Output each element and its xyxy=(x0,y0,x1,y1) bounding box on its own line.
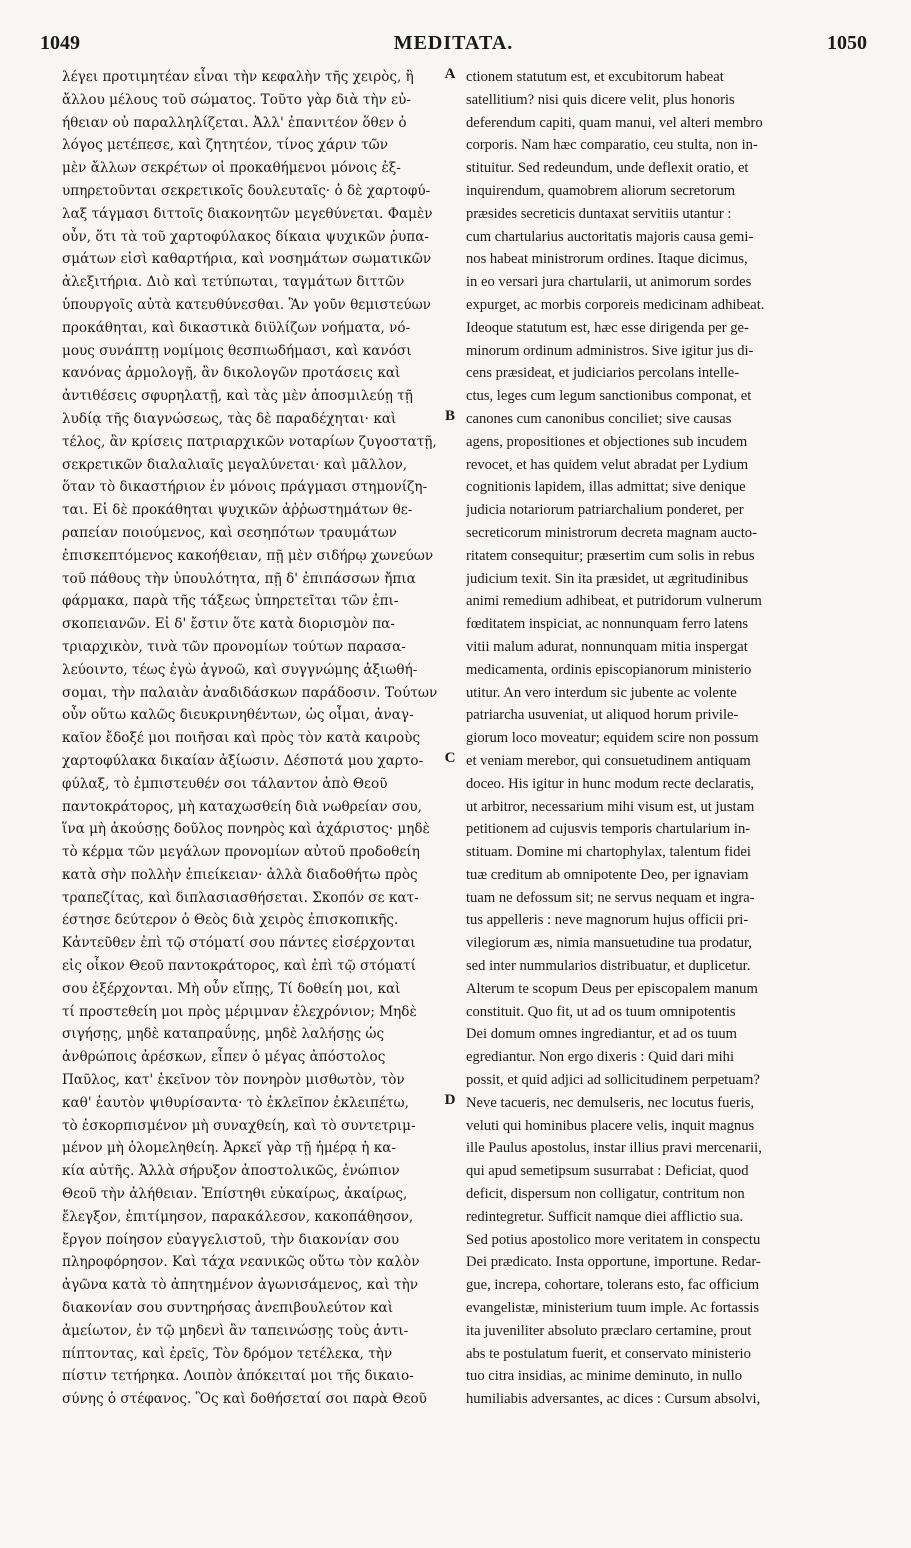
latin-text-line: ritatem consequitur; præsertim cum solis in rebus xyxy=(466,547,755,564)
latin-text-line: satellitium? nisi quis dicere velit, plus honoris xyxy=(466,91,735,108)
greek-text-line: ραπείαν ποιούμενος, καὶ σεσηπότων τραυμάτων xyxy=(62,524,397,541)
greek-text-line: καῖον ἔδοξέ μοι ποιῆσαι καὶ πρὸς τὸν κατὰ καιροὺς xyxy=(62,730,421,747)
greek-text-line: ἵνα μὴ ἀκούσῃς δοῦλος πονηρὸς καὶ ἀχάριστος· μηδὲ xyxy=(62,821,430,838)
latin-text-line: redintegretur. Sufficit namque diei afflictio sua. xyxy=(466,1208,744,1225)
greek-text-line: σιγήσῃς, μηδὲ καταπραΰνῃς, μηδὲ λαλήσῃς ὡς xyxy=(62,1026,385,1043)
greek-text-line: μὲν ἄλλων σεκρέτων οἱ προκαθήμενοι μόνοις ἐξ- xyxy=(62,160,401,177)
latin-text-line: utitur. An vero interdum sic jubente ac volente xyxy=(466,684,737,701)
greek-text-line: χαρτοφύλακα δικαίαν ἀξίωσιν. Δέσποτά μου χαρτο- xyxy=(62,752,424,769)
latin-text-line: Ideoque statutum est, hæc esse dirigenda per ge- xyxy=(466,319,749,336)
greek-text-line: τὸ ἐσκορπισμένον μὴ συναχθείη, καὶ τὸ συντετριμ- xyxy=(62,1117,416,1134)
latin-text-line: giorum loco moveatur; equidem scire non possum xyxy=(466,730,759,747)
greek-text-line: προκάθηται, καὶ δικαστικὰ διϋλίζων νοήματα, νό- xyxy=(62,319,411,336)
greek-text-line: ἄλλου μέλους τοῦ σώματος. Τοῦτο γὰρ διὰ τὴν εὐ- xyxy=(62,91,412,108)
latin-text-line: Dei domum omnes ingrediantur, et ad os tuum xyxy=(466,1026,737,1043)
greek-text-line: ὑπουργοῖς αὐτὰ κατευθύνεσθαι. Ἂν γοῦν θεμιστεύων xyxy=(62,296,431,313)
latin-text-line: ut arbitror, necessarium mihi visum est, ut justam xyxy=(466,798,755,815)
greek-text-line: διακονίαν σου συντηρήσας ἀνεπιβουλεύτον καὶ xyxy=(62,1300,394,1317)
section-marker-c: C xyxy=(444,750,456,766)
latin-text-line: Sed potius apostolico more veritatem in conspectu xyxy=(466,1231,761,1248)
running-title: MEDITATA. xyxy=(393,32,514,54)
latin-text-line: stituam. Domine mi chartophylax, talentum fidei xyxy=(466,844,751,861)
latin-text-line: agens, propositiones et objectiones sub incudem xyxy=(466,433,748,450)
greek-text-line: μους συνάπτῃ νομίμοις θεσπιωδήμασι, καὶ κανόσι xyxy=(62,342,412,359)
latin-text-line: fœditatem inspiciat, ac nonnunquam ferro latens xyxy=(466,616,749,633)
latin-text-line: tus appelleris : neve magnorum hujus officii pri- xyxy=(466,912,749,929)
greek-text-line: ἔλεγξον, ἐπιτίμησον, παρακάλεσον, κακοπάθησον, xyxy=(62,1208,414,1225)
latin-text-line: cens præsideat, et judiciarios percolans intelle- xyxy=(466,365,740,382)
greek-text-line: μένον μὴ ὁλομεληθείη. Ἀρκεῖ γὰρ τῇ ἡμέρᾳ ἡ κα- xyxy=(62,1140,397,1157)
latin-text-line: minorum ordinum administros. Sive igitur jus di- xyxy=(466,342,754,359)
latin-text-line: possit, et quid adjici ad sollicitudinem perpetuam? xyxy=(466,1072,760,1089)
latin-text-line: ille Paulus apostolus, instar illius pravi mercenarii, xyxy=(466,1140,762,1157)
greek-text-line: ἀνθρώποις ἀρέσκων, εἶπεν ὁ μέγας ἀπόστολος xyxy=(62,1049,386,1066)
greek-text-line: λέγει προτιμητέαν εἶναι τὴν κεφαλὴν τῆς χειρὸς, ἢ xyxy=(62,69,414,85)
latin-text-line: cognitionis lapidem, illas admittat; sive denique xyxy=(466,479,746,496)
latin-text-line: expurget, ac morbis corporeis medicinam adhibeat. xyxy=(466,296,765,313)
greek-text-line: λαξ τάγμασι διττοῖς διακονητῶν μεγεθύνεται. Φαμὲν xyxy=(62,205,433,222)
latin-text-line: petitionem ad cujusvis temporis chartularium in- xyxy=(466,821,751,838)
section-marker-d: D xyxy=(444,1092,456,1108)
latin-text-line: stituitur. Sed redeundum, unde deflexit oratio, et xyxy=(466,160,749,177)
section-marker-a: A xyxy=(444,66,456,82)
greek-text-line: σεκρετικῶν διαλαλιαῖς μεγαλύνεται· καὶ μᾶλλον, xyxy=(62,456,408,473)
greek-text-line: ἀγῶνα κατὰ τὸ ἀπητημένον ἀγωνισάμενος, καὶ τὴν xyxy=(62,1277,418,1294)
greek-text-line: ήθειαν οὐ παραλληλίζεται. Ἀλλ' ἐπανιτέον ὅθεν ὁ xyxy=(62,114,407,131)
greek-text-line: τριαρχικὸν, τινὰ τῶν προνομίων τούτων παρασα- xyxy=(62,638,406,655)
latin-text-line: corporis. Nam hæc comparatio, ceu stulta, non in- xyxy=(466,137,758,154)
latin-text-line: humiliabis adversantes, ac dices : Cursum absolvi, xyxy=(466,1391,761,1408)
latin-text-line: evangelistæ, ministerium tuum imple. Ac fortassis xyxy=(466,1300,760,1317)
latin-text-line: ctus, leges cum legum sanctionibus componat, et xyxy=(466,388,752,405)
latin-text-line: ita juveniliter absoluto præclaro certamine, prout xyxy=(466,1322,752,1339)
greek-text-line: ἔργον ποίησον εὐαγγελιστοῦ, τὴν διακονίαν σου xyxy=(62,1231,400,1248)
right-page-number: 1050 xyxy=(827,32,867,54)
latin-text-line: patriarcha usuveniat, ut aliquod horum privile- xyxy=(466,707,739,724)
greek-text-line: λόγος μετέπεσε, καὶ ζητητέον, τίνος χάριν τῶν xyxy=(62,137,389,154)
latin-text-line: tuæ creditum ab omnipotente Deo, per ignaviam xyxy=(466,866,749,883)
latin-text-line: canones cum canonibus conciliet; sive causas xyxy=(466,410,732,427)
greek-text-line: φύλαξ, τὸ ἐμπιστευθέν σοι τάλαντον ἀπὸ Θεοῦ xyxy=(62,775,388,792)
greek-text-line: τί προστεθείη μοι πρὸς μέριμναν ἐλεχρόνιον; Μηδὲ xyxy=(62,1003,417,1020)
latin-text-line: doceo. His igitur in hunc modum recte declaratis, xyxy=(466,775,755,792)
latin-text-line: gue, increpa, cohortare, tolerans esto, fac officium xyxy=(466,1277,760,1294)
latin-text-line: vilegiorum æs, nimia mansuetudine tua prodatur, xyxy=(466,935,752,952)
greek-text-line: ἀντιθέσεις σφυρηλατῇ, καὶ τὰς μὲν ἀποσμιλεύῃ τῇ xyxy=(62,388,413,405)
latin-text-line: ctionem statutum est, et excubitorum habeat xyxy=(466,69,724,85)
latin-text-line: animi remedium adhibeat, et putridorum vulnerum xyxy=(466,593,762,610)
latin-text-line: constituit. Quo fit, ut ad os tuum omnipotentis xyxy=(466,1003,736,1020)
greek-text-line: παντοκράτορος, μὴ καταχωσθείη διὰ νωθρείαν σου, xyxy=(62,798,422,815)
greek-text-line: τραπεζίτας, καὶ διπλασιασθήσεται. Σκοπόν σε κατ- xyxy=(62,889,419,906)
greek-text-line: τέλος, ἂν κρίσεις πατριαρχικῶν νοταρίων ζυγοστατῇ, xyxy=(62,433,437,450)
latin-text-line: judicium texit. Sin ita præsidet, ut ægritudinibus xyxy=(466,570,749,587)
page-header xyxy=(40,32,867,58)
greek-text-line: σου ἐξέρχονται. Μὴ οὖν εἴπῃς, Τί δοθείη μοι, καὶ xyxy=(62,980,401,997)
latin-text-line: judicia notariorum patriarchalium ponderet, per xyxy=(466,502,744,519)
greek-text-line: Κἀντεῦθεν ἐπὶ τῷ στόματί σου πάντες εἰσέρχονται xyxy=(62,935,416,952)
greek-text-line: πίστιν τετήρηκα. Λοιπὸν ἀπόκειταί μοι τῆς δικαιο- xyxy=(62,1368,414,1385)
greek-text-line: σκοπειανῶν. Εἰ δ' ἔστιν ὅτε κατὰ διορισμὸν πα- xyxy=(62,616,395,633)
greek-text-line: καθ' ἑαυτὸν ψιθυρίσαντα· τὸ ἐκλεῖπον ἐκλειπέτω, xyxy=(62,1094,409,1111)
latin-text-line: præsides secreticis duntaxat servitiis utantur : xyxy=(466,205,732,222)
latin-text-column xyxy=(466,66,870,1526)
greek-text-line: ἐπισκεπτόμενος κακοήθειαν, πῇ μὲν σιδήρῳ χωνεύων xyxy=(62,547,434,564)
greek-text-line: Θεοῦ τὴν ἀλήθειαν. Ἐπίστηθι εὐκαίρως, ἀκαίρως, xyxy=(62,1186,408,1203)
greek-text-line: κανόνας ἁρμολογῇ, ἂν δικολογῶν προτάσεις καὶ xyxy=(62,365,401,382)
greek-text-line: ἀμείωτον, ἐν τῷ μηδενὶ ἂν ταπεινώσῃς τοὺς ἀντι- xyxy=(62,1322,409,1339)
latin-text-line: abs te postulatum fuerit, et conservato ministerio xyxy=(466,1345,751,1362)
greek-text-column xyxy=(62,66,447,1526)
latin-text-line: egrediantur. Non ergo dixeris : Quid dari mihi xyxy=(466,1049,735,1066)
greek-text-line: ἀλεξιτήρια. Διὸ καὶ τετύπωται, ταγμάτων διττῶν xyxy=(62,274,405,291)
latin-text-line: revocet, et has quidem velut abradat per Lydium xyxy=(466,456,749,473)
greek-text-line: οὖν, ὅτι τὰ τοῦ χαρτοφύλακος δίκαια ψυχικῶν ῥυπα- xyxy=(62,228,429,245)
latin-text-line: vitii malum adurat, nonnunquam mitia inspergat xyxy=(466,638,748,655)
latin-text-line: tuo citra insidias, ac minime deminuto, in nullo xyxy=(466,1368,743,1385)
latin-text-line: veluti qui hominibus placere velis, inquit magnus xyxy=(466,1117,755,1134)
latin-text-line: inquirendum, quamobrem aliorum secretorum xyxy=(466,182,736,199)
greek-text-line: ται. Εἰ δὲ προκάθηται ψυχικῶν ἀῤῥωστημάτων θε- xyxy=(62,502,413,519)
greek-text-line: εἰς οἶκον Θεοῦ παντοκράτορος, καὶ ἐπὶ τῷ στόματί xyxy=(62,958,416,975)
latin-text-line: cum chartularius auctoritatis majoris causa gemi- xyxy=(466,228,754,245)
latin-text-line: Alterum te scopum Deus per episcopalem manum xyxy=(466,980,758,997)
greek-text-line: κατὰ σὴν πολλὴν ἐπιείκειαν· ἀλλὰ διαδοθήτω πρὸς xyxy=(62,866,418,883)
greek-text-line: σομαι, τὴν παλαιὰν ἀναδιδάσκων παράδοσιν. Τούτων xyxy=(62,684,438,701)
greek-text-line: υπηρετοῦνται σεκρετικοῖς δουλευταῖς· ὁ δὲ χαρτοφύ- xyxy=(62,182,431,199)
greek-text-line: κία αὐτῆς. Ἀλλὰ σήρυξον ἀποστολικῶς, ἐνώπιον xyxy=(62,1163,400,1180)
greek-text-line: πληροφόρησον. Καὶ τάχα νεανικῶς οὕτω τὸν καλὸν xyxy=(62,1254,420,1271)
latin-text-line: sed inter nummularios distribuatur, et duplicetur. xyxy=(466,958,751,975)
greek-text-line: Παῦλος, κατ' ἐκεῖνον τὸν πονηρὸν μισθωτὸν, τὸν xyxy=(62,1072,405,1089)
greek-text-line: φάρμακα, παρὰ τῆς τάξεως ὑπηρετεῖται τῶν ἐπι- xyxy=(62,593,399,610)
latin-text-line: in eo versari jura chartularii, ut animorum sordes xyxy=(466,274,752,291)
latin-text-line: deferendum capiti, quam manui, vel alteri membro xyxy=(466,114,763,131)
latin-text-line: qui apud semetipsum susurrabat : Deficiat, quod xyxy=(466,1163,749,1180)
greek-text-line: πίπτοντας, καὶ ἐρεῖς, Τὸν δρόμον τετέλεκα, τὴν xyxy=(62,1345,393,1362)
greek-text-line: σύνης ὁ στέφανος. Ὃς καὶ δοθήσεταί σοι παρὰ Θεοῦ xyxy=(62,1391,427,1408)
latin-text-line: medicamenta, ordinis episcopianorum ministerio xyxy=(466,661,752,678)
latin-text-line: nos habeat ministrorum ordines. Itaque dicimus, xyxy=(466,251,748,268)
latin-text-line: tuam ne defossum sit; ne servus nequam et ingra- xyxy=(466,889,755,906)
greek-text-line: τὸ κέρμα τῶν μεγάλων προνομίων αὐτοῦ προδοθείη xyxy=(62,844,420,861)
greek-text-line: ὅταν τὸ δικαστήριον ἐν μόνοις πράγμασι στημονίζη- xyxy=(62,479,428,496)
greek-text-line: λεύοιντο, τέως ἐγὼ ἀγνοῶ, καὶ συγγνώμης ἀξιωθή- xyxy=(62,661,418,678)
latin-text-line: secreticorum ministrorum decreta magnam aucto- xyxy=(466,524,757,541)
latin-text-line: Neve tacueris, nec demulseris, nec locutus fueris, xyxy=(466,1094,755,1111)
greek-text-line: οὖν οὕτω καλῶς διευκρινηθέντων, ὡς οἶμαι, ἀναγ- xyxy=(62,707,414,724)
greek-text-line: τοῦ πάθους τὴν ὑπουλότητα, πῇ δ' ἐπιπάσσων ἤπια xyxy=(62,570,416,587)
greek-text-line: σμάτων εἰσὶ καθαρτήρια, καὶ νοσημάτων σωματικῶν xyxy=(62,251,432,268)
latin-text-line: Dei prædicato. Insta opportune, importune. Redar- xyxy=(466,1254,761,1271)
greek-text-line: λυδίᾳ τῆς διαγνώσεως, τὰς δὲ παραδέχηται· καὶ xyxy=(62,410,397,427)
left-page-number: 1049 xyxy=(40,32,80,54)
latin-text-line: deficit, dispersum non colligatur, contritum non xyxy=(466,1186,745,1203)
greek-text-line: έστησε δεύτερον ὁ Θεὸς διὰ χειρὸς ἐπισκοπικῆς. xyxy=(62,912,399,929)
latin-text-line: et veniam merebor, qui consuetudinem antiquam xyxy=(466,752,751,769)
section-marker-b: B xyxy=(444,408,455,424)
